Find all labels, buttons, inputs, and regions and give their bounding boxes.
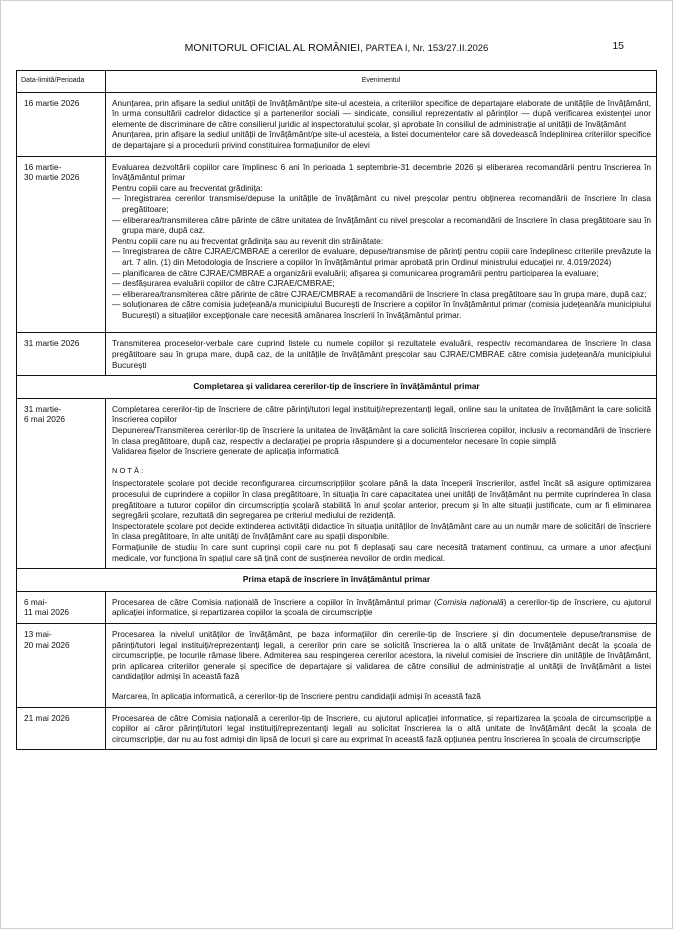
event-paragraph: Depunerea/Transmiterea cererilor-tip de înscriere la unitatea de învățământ la care solicită înscrierea copiilor, inclusiv a recomandării de înscriere în clasa pregătitoare, după caz, respectiv a declarației pe propria răspundere și a documentelor necesare în copie simplă: [112, 425, 651, 446]
row-date: [17, 623, 106, 707]
date-end: 6 mai 2026: [24, 414, 66, 425]
note-label: NOTĂ:: [112, 465, 146, 475]
group-title: Pentru copiii care au frecventat grădinița:: [112, 182, 263, 193]
date-end: 20 mai 2026: [24, 639, 70, 650]
event-text: ) a cererilor-tip de înscriere, cu ajutorul aplicației informatice, și repartizarea copiilor la școala de circumscripție: [112, 596, 651, 618]
list-item: — desfășurarea evaluării copiilor de către CJRAE/CMBRAE;: [112, 278, 335, 289]
row-date: [17, 398, 106, 568]
list-item: — eliberarea/transmiterea către părinte de către CJRAE/CMBRAE a recomandării de înscriere în clasa pregătitoare sau în grupa mare, după caz;: [112, 288, 647, 299]
gazette-title: MONITORUL OFICIAL AL ROMÂNIEI,: [184, 42, 363, 54]
row-date: [17, 156, 106, 333]
table-row: [17, 156, 657, 333]
row-event: Procesarea de către Comisia națională a cererilor-tip de înscriere, cu ajutorul aplicației informatice, și repartizarea la școala de circumscripție a copiilor ai căror părinți/tutori legal instituiți/reprezentanți legali au solicitat înscrierea la o altă unitate de învățământ decât la școala de circumscripție, dar nu au fost admiși din lipsă de locuri și care au exprimat în această fază opțiunea pentru înscrierea în școala de circumscripție: [106, 707, 657, 750]
event-text-italic: Comisia națională: [436, 596, 504, 607]
page-header: [0, 42, 673, 54]
event-paragraph: Procesarea la nivelul unităților de învățământ, pe baza informațiilor din cererile-tip de înscriere și din documentele depuse/transmise de părinți/tutori legal instituiți/reprezentanți legali, a cererilor prin care se solicită înscrierea la o altă unitate de învățământ decât la școala de circumscripție, pe locurile rămase libere. Admiterea sau respingerea cererilor acestora, la nivelul comisiei de înscriere din unitățile de învățământ, prin aplicarea criteriilor generale și specifice de departajare și validarea de către consiliul de administrație al unității de învățământ a listei candidaților admiși în această fază: [112, 628, 651, 682]
event-paragraph: Completarea cererilor-tip de înscriere de către părinți/tutori legal instituiți/reprezentanți legali, online sau la unitatea de învățământ la care solicită înscrierea copiilor: [112, 403, 651, 425]
schedule-table: [16, 70, 657, 750]
page-number: 15: [612, 40, 624, 52]
event-text: Procesarea de către Comisia națională de înscriere a copiilor în învățământul primar (: [112, 596, 437, 607]
event-intro: Evaluarea dezvoltării copiilor care împlinesc 6 ani în perioada 1 septembrie-31 decembrie 2026 și eliberarea recomandării pentru înscrierea în învățământul primar: [112, 161, 651, 183]
table-row: [17, 591, 657, 623]
date-end: 30 martie 2026: [24, 172, 80, 183]
date-start: 16 martie-: [24, 161, 62, 172]
row-event: [106, 591, 657, 623]
column-header-event: Evenimentul: [106, 71, 657, 93]
row-date: [17, 591, 106, 623]
event-paragraph: Anunțarea, prin afișare la sediul unității de învățământ/pe site-ul acesteia, a criteriilor specifice de departajare elaborate de unitățile de învățământ, în urma consultării cadrelor didactice și a partenerilor sociali — sindicate, consiliul reprezentativ al părinților — după verificarea existenței unor elemente de discriminare de către consilierul juridic al inspectoratului școlar, și aprobate în consiliul de administrație al unității de învățământ: [112, 97, 651, 129]
row-date: 16 martie 2026: [17, 92, 106, 156]
row-event: [106, 156, 657, 333]
list-item: — înregistrarea de către CJRAE/CMBRAE a cererilor de evaluare, depuse/transmise de părinți pentru copiii care îndeplinesc criteriile prevăzute la art. 7 alin. (1) din Metodologia de înscriere a copiilor în învățământul primar aprobată prin Ordinul ministrului educației nr. 4.019/2024): [112, 246, 651, 267]
table-header-row: [17, 71, 657, 93]
row-date: 31 martie 2026: [17, 333, 106, 376]
note-paragraph: Inspectoratele școlare pot decide extinderea activității didactice în situația unităților de învățământ care au un număr mare de solicitări de înscriere în clasa pregătitoare, în alte unități de învățământ care au spații disponibile.: [112, 520, 651, 542]
row-event: [106, 398, 657, 568]
date-start: 6 mai-: [24, 596, 48, 607]
event-paragraph: Anunțarea, prin afișare la sediul unității de învățământ/pe site-ul acesteia, a listei documentelor care să dovedească îndeplinirea criteriilor specifice de departajare și a procedurii privind constituirea formațiunilor de elevi: [112, 129, 651, 150]
table-row: [17, 623, 657, 707]
row-event: [106, 623, 657, 707]
date-end: 11 mai 2026: [24, 607, 70, 618]
event-paragraph: Marcarea, în aplicația informatică, a cererilor-tip de înscriere pentru candidații admiși în această fază: [112, 690, 481, 701]
section-heading: Completarea și validarea cererilor-tip de înscriere în învățământul primar: [17, 376, 657, 399]
table-row: [17, 398, 657, 568]
group-title: Pentru copiii care nu au frecventat grădinița sau au revenit din străinătate:: [112, 235, 384, 246]
gazette-issue: PARTEA I, Nr. 153/27.II.2026: [363, 43, 489, 54]
table-row: [17, 333, 657, 376]
note-paragraph: Inspectoratele școlare pot decide reconfigurarea circumscripțiilor școlare până la data începerii înscrierilor, astfel încât să asigure optimizarea procesului de cuprindere a copiilor în clasa pregătitoare, în situația în care capacitatea unei unități de învățământ nu permite cuprinderea în clasa pregătitoare a tuturor copiilor din circumscripția școlară stabilită în anul școlar anterior, precum și în alte situații justificate, cum ar fi eliminarea segregării școlare, rezultată din segregarea pe criteriul mediului de rezidență.: [112, 478, 651, 521]
date-start: 31 martie-: [24, 403, 62, 414]
table-row: [17, 92, 657, 156]
list-item: — soluționarea de către comisia județeană/a municipiului București de înscriere a copiilor în învățământul primar (comisia județeană/a municipiului București) a situațiilor excepționale care necesită amânarea înscrierii în învățământul primar.: [112, 299, 651, 320]
event-paragraph: Validarea fișelor de înscriere generate de aplicația informatică: [112, 446, 339, 457]
list-item: — înregistrarea cererilor transmise/depuse la unitățile de învățământ cu nivel preșcolar pentru obținerea recomandării de înscriere în clasa pregătitoare;: [112, 193, 651, 214]
section-heading-row: [17, 376, 657, 399]
section-heading: Prima etapă de înscriere în învățământul primar: [17, 569, 657, 592]
table-row: [17, 707, 657, 750]
list-item: — planificarea de către CJRAE/CMBRAE a organizării evaluării; afișarea și comunicarea programării pentru participarea la evaluare;: [112, 267, 599, 278]
row-event: Transmiterea proceselor-verbale care cuprind listele cu numele copiilor și rezultatele evaluării, respectiv recomandarea de înscriere în clasa pregătitoare sau în grupa mare, după caz, de la unitățile de învățământ preșcolar sau CJRAE/CMBRAE către comisia județeană/a municipiului București: [106, 333, 657, 376]
date-start: 13 mai-: [24, 628, 52, 639]
row-event: [106, 92, 657, 156]
column-header-date: Data-limită/Perioada: [17, 71, 106, 93]
row-date: 21 mai 2026: [17, 707, 106, 750]
list-item: — eliberarea/transmiterea către părinte de către unitatea de învățământ cu nivel preșcolar a recomandării de înscriere în clasa pregătitoare sau în grupa mare, după caz.: [112, 214, 651, 236]
note-paragraph: Formațiunile de studiu în care sunt cuprinși copii care nu pot fi deplasați sau care necesită tratament continuu, ca urmare a unor afecțiuni medicale, vor funcționa în spațiul care să țină cont de susținerea nevoilor de ordin medical.: [112, 541, 651, 563]
section-heading-row: [17, 569, 657, 592]
